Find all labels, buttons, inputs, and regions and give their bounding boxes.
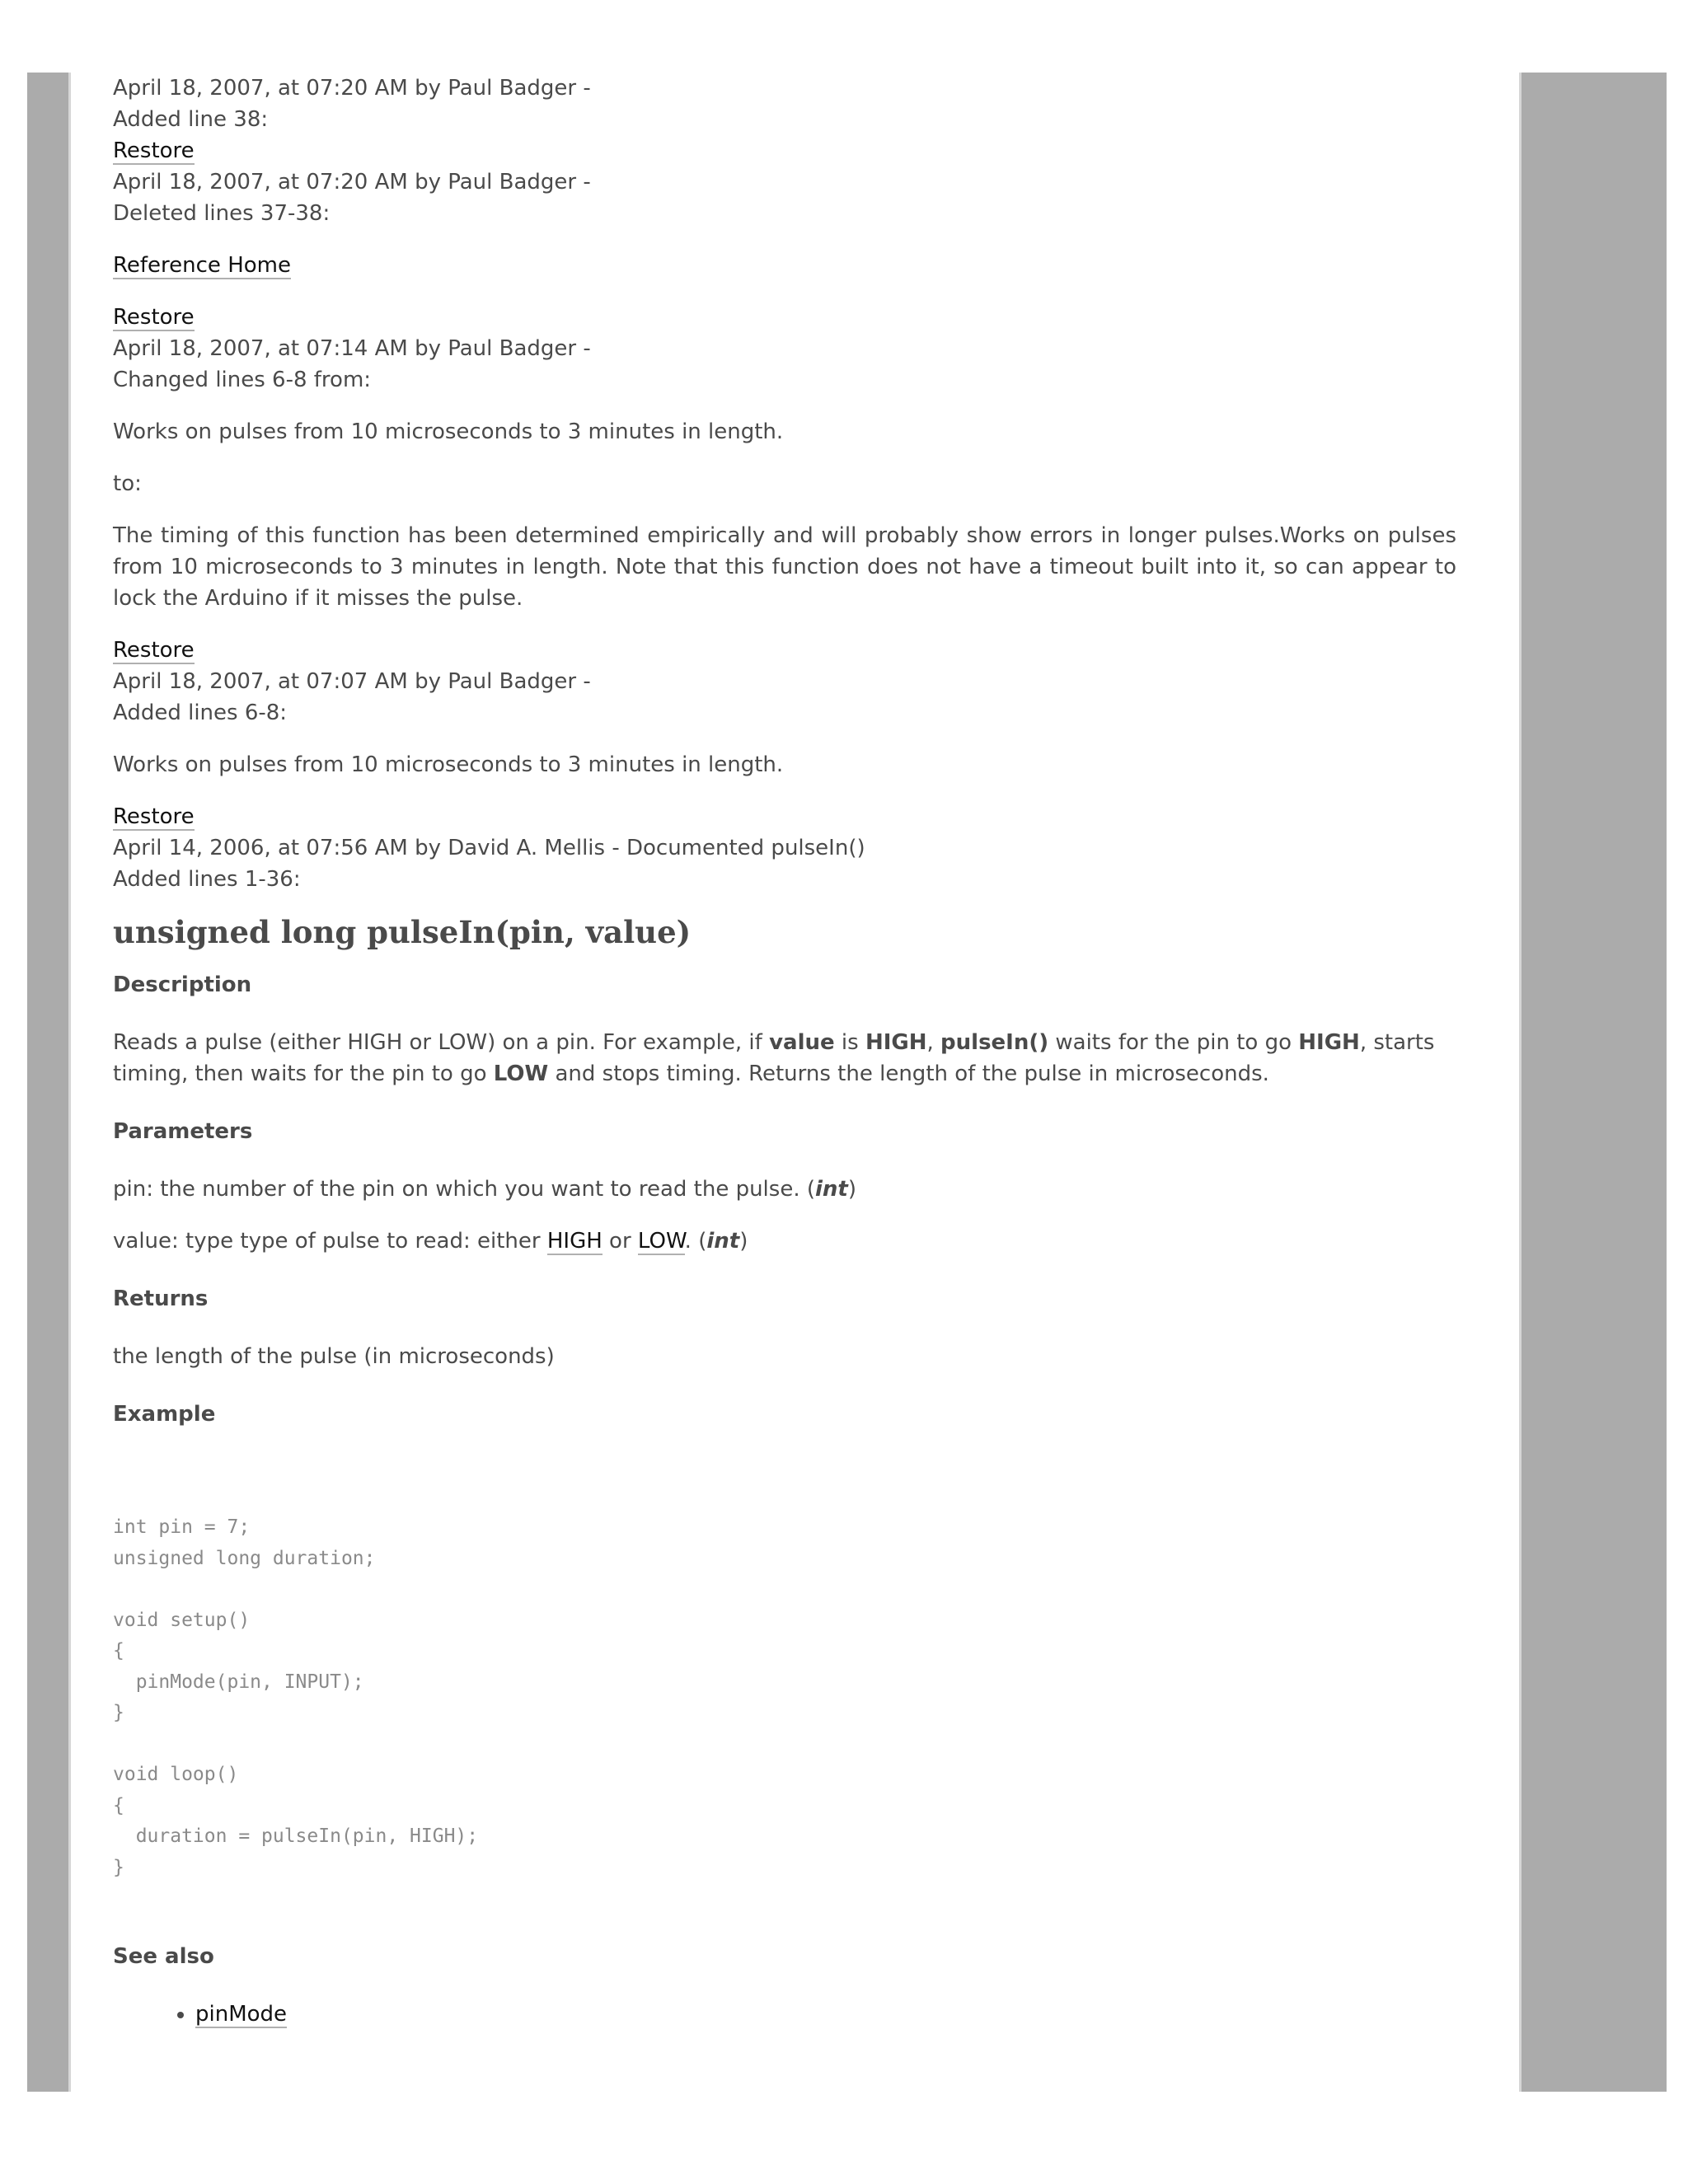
example-heading: Example <box>113 1402 216 1427</box>
restore-link[interactable]: Restore <box>113 138 195 163</box>
revision-meta: April 18, 2007, at 07:14 AM by Paul Badger - <box>113 336 591 361</box>
restore-link[interactable]: Restore <box>113 638 195 663</box>
revision-change: Added lines 6-8: <box>113 701 288 725</box>
description-heading: Description <box>113 972 252 997</box>
reference-home-link[interactable]: Reference Home <box>113 253 291 278</box>
low-link[interactable]: LOW <box>637 1229 685 1254</box>
revision-change: Deleted lines 37-38: <box>113 201 331 226</box>
param-value: value: type type of pulse to read: either HIGH or LOW. (int) <box>113 1229 748 1254</box>
param-pin: pin: the number of the pin on which you want to read the pulse. (int) <box>113 1177 857 1202</box>
page-title: unsigned long pulseIn(pin, value) <box>113 914 692 950</box>
revision-meta: April 14, 2006, at 07:56 AM by David A. Mellis - Documented pulseIn() <box>113 836 865 860</box>
list-item <box>195 1999 1456 2030</box>
description-text: Reads a pulse (either HIGH or LOW) on a pin. For example, if value is HIGH, pulseIn() waits for the pin to go HIGH, starts timing, then waits for the pin to go LOW and stops timing. Returns the length of the pulse in microseconds. <box>113 1030 1435 1086</box>
high-link[interactable]: HIGH <box>546 1229 603 1254</box>
revision-change: Changed lines 6-8 from: <box>113 368 372 392</box>
restore-link[interactable]: Restore <box>113 305 195 330</box>
revision-meta: April 18, 2007, at 07:07 AM by Paul Badger - <box>113 669 591 694</box>
revision-to-label: to: <box>113 471 142 496</box>
revision-change: Added line 38: <box>113 107 269 132</box>
restore-link[interactable]: Restore <box>113 804 195 829</box>
revision-meta: April 18, 2007, at 07:20 AM by Paul Badger - <box>113 170 591 194</box>
right-border-bar <box>1519 73 1667 2092</box>
page-content <box>113 73 1456 2030</box>
see-also-heading: See also <box>113 1944 214 1969</box>
left-border-bar <box>27 73 71 2092</box>
revision-added-text: Works on pulses from 10 microseconds to 3 minutes in length. <box>113 752 784 777</box>
parameters-heading: Parameters <box>113 1119 253 1144</box>
revision-meta: April 18, 2007, at 07:20 AM by Paul Badger - <box>113 76 591 101</box>
revision-new-text: The timing of this function has been determined empirically and will probably show errors in longer pulses.Works on pulses from 10 microseconds to 3 minutes in length. Note that this function does not have a timeout built into it, so can appear to lock the Arduino if it misses the pulse. <box>113 523 1456 611</box>
returns-text: the length of the pulse (in microseconds) <box>113 1344 555 1369</box>
revision-change: Added lines 1-36: <box>113 867 301 892</box>
returns-heading: Returns <box>113 1286 209 1311</box>
pinmode-link[interactable]: pinMode <box>195 2002 288 2027</box>
revision-old-text: Works on pulses from 10 microseconds to 3 minutes in length. <box>113 419 784 444</box>
see-also-list <box>113 1999 1456 2030</box>
example-code: int pin = 7; unsigned long duration; void setup() { pinMode(pin, INPUT); } void loop() { duration = pulseIn(pin, HIGH); } <box>113 1516 479 1878</box>
